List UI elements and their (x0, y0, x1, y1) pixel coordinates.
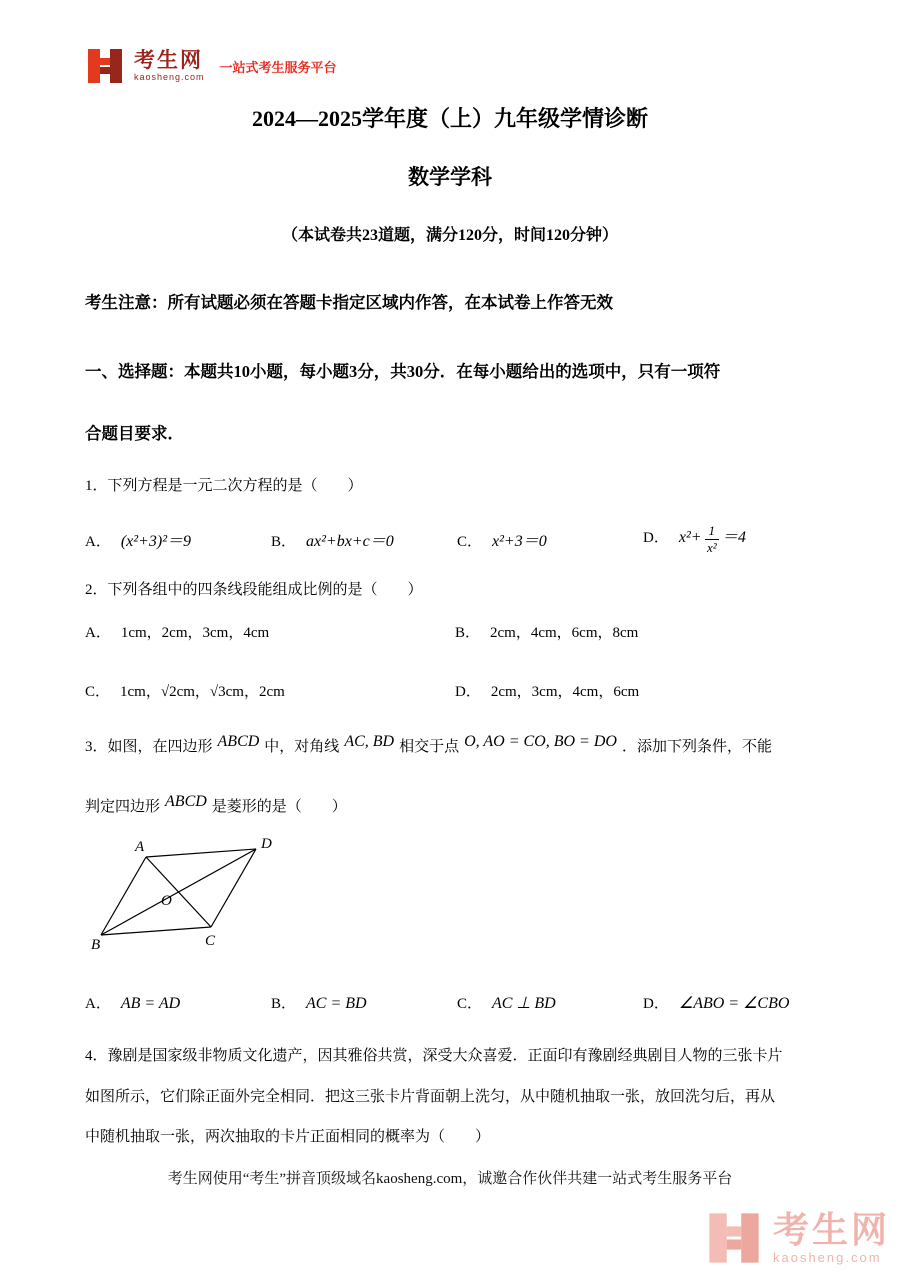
q1-option-d-pre: x²+ (678, 528, 702, 546)
q3-text-3: 相交于点 (399, 739, 460, 755)
q3-text-2: 中，对角线 (264, 739, 340, 755)
logo-text-block (134, 50, 205, 82)
question2-options-row1 (85, 621, 815, 642)
logo-brand-text: 考生网 (134, 48, 203, 72)
watermark-brand-text: 考生网 (772, 1209, 890, 1250)
q3-option-c-text: AC ⊥ BD (492, 995, 556, 1012)
question4-line3: 中随机抽取一张，两次抽取的卡片正面相同的概率为（ ） (85, 1129, 491, 1145)
q1-option-c-text: x²+3＝0 (492, 532, 547, 550)
q2-option-d-text: 2cm，3cm，4cm，6cm (490, 684, 640, 700)
q2-option-c (85, 680, 455, 701)
question4-line1: 4．豫剧是国家级非物质文化遗产，因其雅俗共赏，深受大众喜爱．正面印有豫剧经典剧目人物的三张卡片 (85, 1048, 783, 1064)
q1-option-a-text: (x²+3)²＝9 (120, 532, 191, 550)
vertex-label-c: C (205, 933, 216, 949)
q3-option-a (85, 992, 271, 1013)
q3-option-d (643, 992, 815, 1013)
q3-text-5: 判定四边形 (85, 799, 161, 815)
q3-math-abcd: ABCD (217, 733, 260, 750)
q3-option-a-text: AB = AD (120, 995, 181, 1012)
logo-domain-text: kaosheng.com (134, 71, 205, 82)
kaosheng-logo-icon (85, 46, 125, 86)
watermark-domain-text: kaosheng.com (772, 1250, 882, 1265)
q1-option-a-label: A． (85, 533, 111, 550)
center-label-o: O (161, 893, 172, 909)
q2-option-b-text: 2cm，4cm，6cm，8cm (490, 625, 639, 641)
q1-option-b-text: ax²+bx+c＝0 (306, 532, 394, 550)
q3-math-diagonals: AC, BD (344, 733, 395, 750)
section1-heading-line1: 一、选择题：本题共10小题，每小题3分，共30分．在每小题给出的选项中，只有一项符 (85, 361, 721, 381)
q3-option-b-text: AC = BD (306, 995, 367, 1012)
kaosheng-watermark (705, 1209, 890, 1267)
q1-option-d-label: D． (643, 529, 669, 546)
q3-option-d-text: ∠ABO = ∠CBO (678, 995, 790, 1012)
q3-text-1: 3．如图，在四边形 (85, 739, 213, 755)
q2-option-b-label: B． (455, 625, 481, 641)
q1-option-d-post: ＝4 (722, 528, 747, 546)
q2-option-a (85, 621, 455, 642)
watermark-text-block (772, 1209, 890, 1265)
vertex-label-a: A (135, 839, 145, 855)
q3-option-a-label: A． (85, 996, 111, 1012)
q1-option-b (271, 528, 457, 551)
q1-option-d (643, 524, 815, 555)
question1-stem: 1．下列方程是一元二次方程的是（ ） (85, 478, 363, 495)
fraction-denominator: x² (706, 539, 717, 555)
question3-options (85, 992, 815, 1013)
q2-option-b (455, 621, 815, 642)
fraction-numerator: 1 (705, 524, 720, 540)
q1-option-c-label: C． (457, 533, 483, 550)
question3-stem-line1 (85, 735, 815, 759)
q1-option-d-fraction (705, 524, 720, 554)
q3-option-b-label: B． (271, 996, 297, 1012)
q3-option-c (457, 992, 643, 1013)
exam-title: 2024—2025学年度（上）九年级学情诊断 (251, 106, 648, 131)
question2-stem: 2．下列各组中的四条线段能组成比例的是（ ） (85, 581, 423, 598)
q2-option-a-label: A． (85, 625, 111, 641)
q1-option-a (85, 528, 271, 551)
candidate-notice: 考生注意：所有试题必须在答题卡指定区域内作答，在本试卷上作答无效 (85, 293, 613, 313)
parallelogram-diagram (91, 835, 326, 953)
question4-line2: 如图所示，它们除正面外完全相同．把这三张卡片背面朝上洗匀，从中随机抽取一张，放回洗匀后，再从 (85, 1088, 776, 1105)
q1-option-c (457, 528, 643, 551)
q3-option-c-label: C． (457, 996, 483, 1012)
q3-option-d-label: D． (643, 996, 669, 1012)
q3-math-equalities: O, AO = CO, BO = DO (464, 733, 617, 750)
question1-options (85, 524, 815, 555)
q2-option-d (455, 680, 815, 701)
q2-option-a-text: 1cm，2cm，3cm，4cm (120, 625, 270, 641)
q2-option-d-label: D． (455, 684, 481, 700)
subject-title: 数学学科 (408, 164, 492, 189)
paper-info: （本试卷共23道题，满分120分，时间120分钟） (281, 227, 618, 245)
q2-option-c-text: 1cm，√2cm，√3cm，2cm (120, 684, 285, 700)
question3-figure (91, 835, 815, 958)
vertex-label-d: D (261, 836, 272, 852)
vertex-label-b: B (91, 937, 101, 953)
site-logo (85, 46, 815, 86)
q3-option-b (271, 992, 457, 1013)
q3-text-4: ．添加下列条件，不能 (621, 739, 772, 755)
q3-math-abcd-2: ABCD (165, 793, 207, 810)
q2-option-c-label: C． (85, 684, 111, 700)
q1-option-b-label: B． (271, 533, 297, 550)
q3-text-6: 是菱形的是（ ） (211, 799, 347, 815)
page-footer: 考生网使用“考生”拼音顶级域名kaosheng.com，诚邀合作伙伴共建一站式考生服务平台 (167, 1170, 733, 1187)
question3-stem-line2 (85, 795, 815, 819)
logo-tagline: 一站式考生服务平台 (219, 59, 337, 75)
kaosheng-watermark-icon (705, 1209, 763, 1267)
section1-heading-line2: 合题目要求． (85, 423, 184, 443)
question2-options-row2 (85, 680, 815, 701)
